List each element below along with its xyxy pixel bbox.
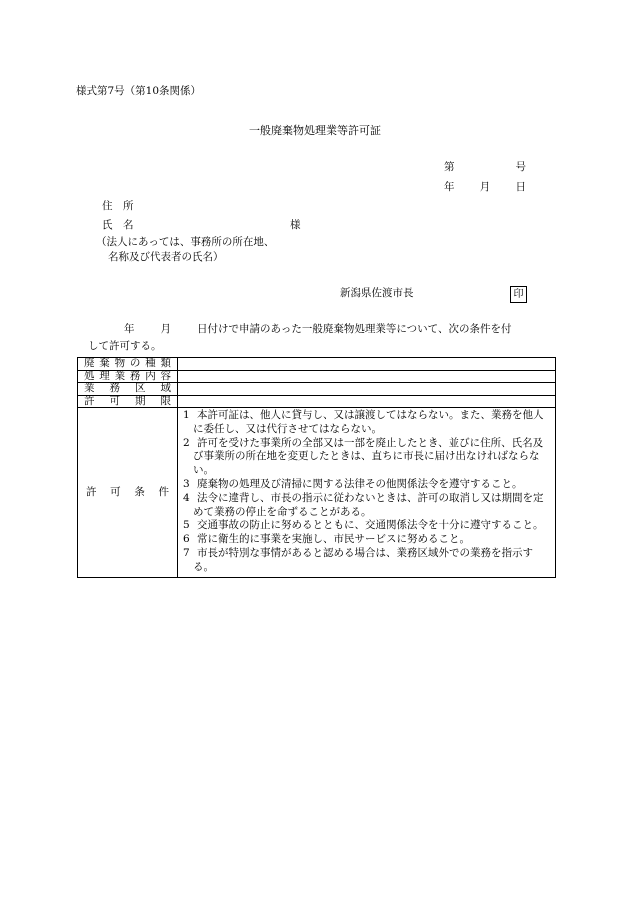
label-char: 期 — [135, 394, 146, 407]
label-char: 区 — [135, 382, 146, 394]
label-char: 処 — [84, 369, 95, 382]
form-number: 様式第7号（第10条関係） — [76, 85, 202, 97]
conditions-cell — [178, 408, 556, 578]
corporate-note-line-2: 名称及び代表者の氏名） — [108, 251, 224, 263]
condition-text: 法令に違背し、市長の指示に従わないときは、許可の取消し又は期間を定めて業務の停止を命ずることがある。 — [193, 491, 544, 518]
corporate-note-line-1: （法人にあっては、事務所の所在地、 — [96, 236, 275, 248]
conditions-label — [78, 487, 177, 499]
label-char: 条 — [134, 485, 145, 498]
condition-text: 市長が特別な事情があると認める場合は、業務区域外での業務を指示する。 — [193, 546, 533, 573]
label-char: 可 — [109, 394, 120, 407]
label-char: 可 — [110, 485, 121, 498]
issuer-name: 新潟県佐渡市長 — [340, 287, 414, 299]
label-char: 件 — [158, 485, 169, 498]
date-year: 年 — [444, 181, 455, 193]
seal-mark: 印 — [510, 286, 527, 303]
row-label — [78, 358, 177, 370]
label-char: 業 — [114, 369, 126, 382]
label-char: 類 — [160, 357, 171, 369]
label-char: 物 — [114, 357, 126, 369]
table-row — [78, 395, 556, 408]
row-label — [78, 383, 177, 395]
label-char: 業 — [84, 382, 95, 394]
date-month: 月 — [479, 181, 491, 193]
table-row — [78, 383, 556, 396]
label-char: 務 — [109, 382, 120, 394]
condition-item — [183, 409, 551, 437]
condition-number: 1 — [183, 409, 190, 421]
label-char: 許 — [86, 485, 97, 498]
condition-text: 常に衛生的に事業を実施し、市民サービスに努めること。 — [197, 533, 470, 546]
date-day: 日 — [515, 181, 526, 193]
conditions-row — [78, 408, 556, 578]
label-char: 限 — [160, 394, 171, 407]
conditions-list — [183, 409, 551, 575]
number-suffix: 号 — [515, 161, 526, 173]
permit-number-line — [444, 161, 526, 175]
row-value-cell[interactable] — [178, 358, 556, 371]
condition-number: 4 — [183, 491, 190, 504]
label-char: 内 — [145, 369, 156, 382]
intro-line-2: して許可する。 — [88, 340, 162, 352]
condition-number: 5 — [183, 519, 190, 532]
row-label-cell — [78, 383, 178, 396]
document-title: 一般廃棄物処理業等許可証 — [249, 124, 381, 137]
intro-year: 年 — [124, 323, 135, 335]
label-char: 種 — [145, 357, 156, 369]
honorific: 様 — [290, 219, 301, 231]
intro-month: 月 — [160, 323, 171, 335]
table-row — [78, 370, 556, 383]
row-label-cell — [78, 358, 178, 371]
label-char: 許 — [84, 394, 95, 407]
condition-item — [183, 533, 551, 547]
condition-text: 廃棄物の処理及び清掃に関する法律その他関係法令を遵守すること。 — [197, 477, 523, 490]
number-prefix: 第 — [444, 161, 455, 173]
row-value-cell[interactable] — [178, 395, 556, 408]
row-label — [78, 371, 177, 383]
label-char: 容 — [160, 369, 171, 382]
label-char: 務 — [129, 369, 141, 382]
label-char: の — [129, 357, 141, 369]
address-label: 住 所 — [102, 200, 134, 212]
name-label: 氏 名 — [102, 219, 134, 231]
issue-date-line — [444, 181, 526, 195]
label-char: 理 — [99, 369, 110, 382]
conditions-label-cell — [78, 408, 178, 578]
condition-text: 許可を受けた事業所の全部又は一部を廃止したとき、並びに住所、氏名及び事業所の所在地を変更したときは、直ちに市長に届け出なければならない。 — [193, 436, 544, 477]
condition-item — [183, 519, 551, 533]
condition-number: 3 — [183, 477, 190, 490]
row-label-cell — [78, 370, 178, 383]
row-value-cell[interactable] — [178, 383, 556, 396]
label-char: 棄 — [99, 357, 110, 369]
condition-text: 本許可証は、他人に貸与し、又は譲渡してはならない。また、業務を他人に委任し、又は代行させてはならない。 — [193, 409, 544, 435]
condition-item — [183, 478, 551, 492]
condition-item — [183, 492, 551, 520]
condition-item — [183, 437, 551, 478]
condition-text: 交通事故の防止に努めるとともに、交通関係法令を十分に遵守すること。 — [197, 519, 544, 532]
condition-number: 2 — [183, 436, 190, 449]
condition-number: 6 — [183, 533, 190, 546]
permit-table — [77, 357, 556, 578]
intro-line-1 — [124, 323, 511, 337]
row-label — [78, 396, 177, 408]
condition-number: 7 — [183, 546, 190, 559]
table-row — [78, 358, 556, 371]
intro-text: 日付けで申請のあった一般廃棄物処理業等について、次の条件を付 — [197, 323, 512, 335]
row-value-cell[interactable] — [178, 370, 556, 383]
row-label-cell — [78, 395, 178, 408]
label-char: 域 — [160, 382, 171, 394]
label-char: 廃 — [84, 357, 95, 369]
condition-item — [183, 547, 551, 575]
